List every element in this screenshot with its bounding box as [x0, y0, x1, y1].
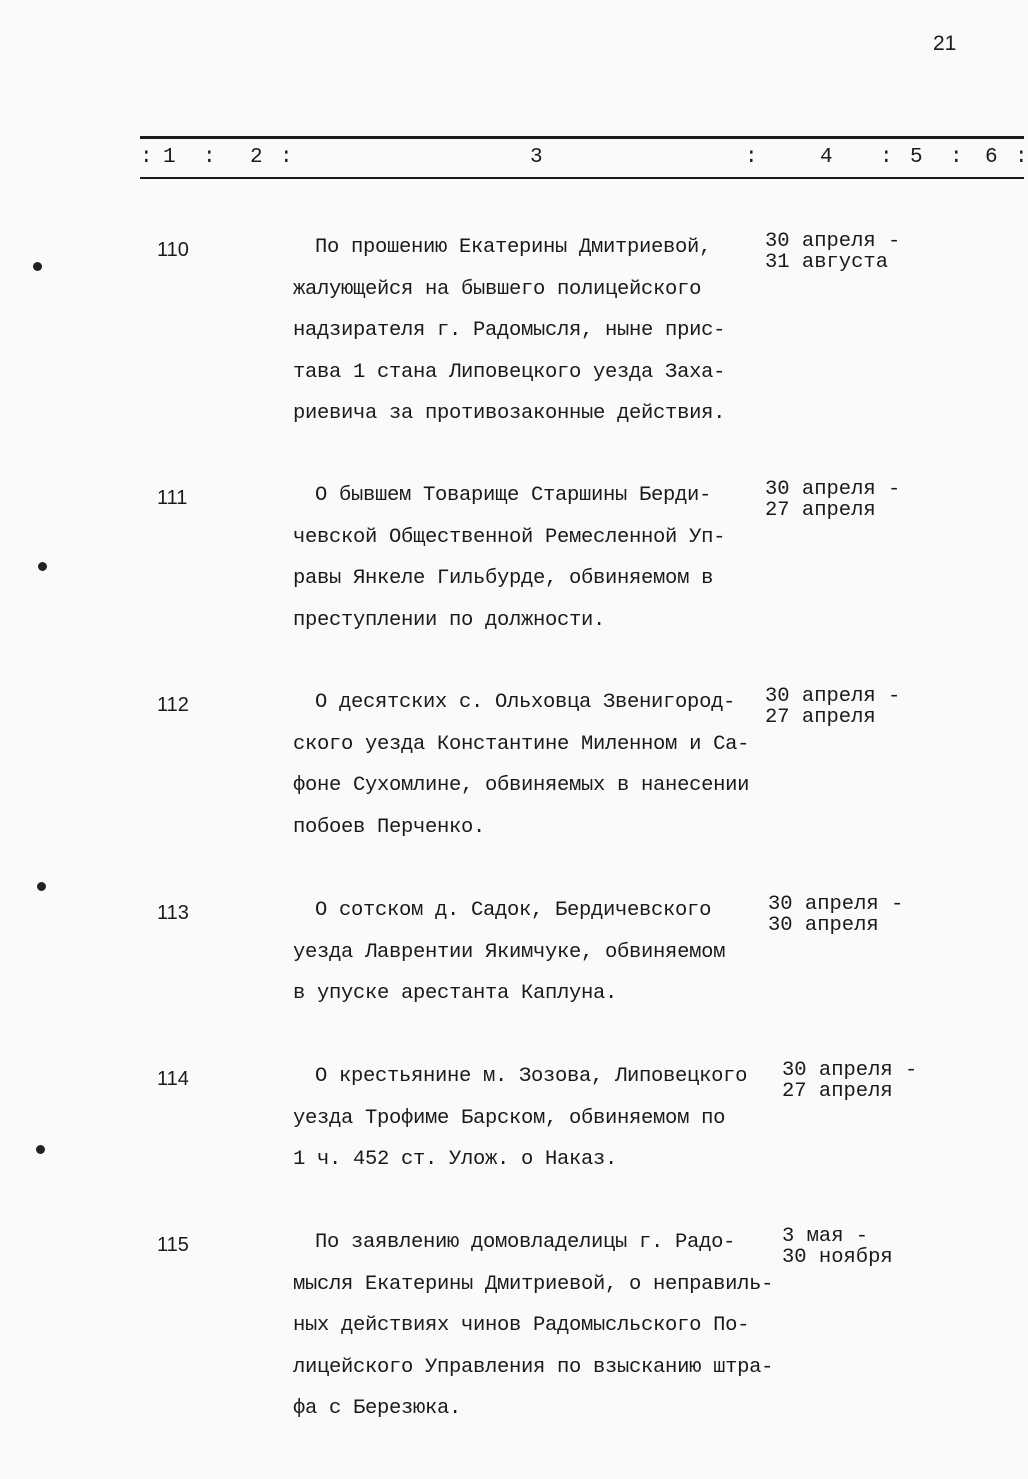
entry-description	[293, 682, 749, 848]
header-rule-top	[140, 136, 1024, 139]
description-line: чевской Общественной Ремесленной Уп-	[293, 525, 726, 549]
entry-description	[293, 227, 725, 435]
entry-description	[293, 1222, 773, 1430]
end-date: 27 апреля	[765, 706, 876, 729]
description-line: тава 1 стана Липовецкого уезда Заха-	[293, 360, 726, 384]
entry-dates	[765, 686, 900, 728]
entry-dates	[782, 1060, 917, 1102]
description-line: О сотском д. Садок, Бердичевского	[315, 899, 712, 922]
start-date: 30 апреля -	[765, 478, 901, 501]
entry-number: 113	[157, 902, 189, 924]
description-line: фоне Сухомлине, обвиняемых в нанесении	[293, 774, 750, 797]
description-line: преступлении по должности.	[293, 608, 606, 632]
binding-hole-mark	[38, 562, 47, 571]
start-date: 30 апреля -	[765, 685, 901, 708]
description-line: О бывшем Товарище Старшины Берди-	[315, 484, 712, 507]
entry-description	[293, 475, 725, 641]
description-line: лицейского Управления по взысканию штра-	[293, 1355, 774, 1379]
entry-number: 115	[157, 1234, 189, 1256]
description-line: жалующейся на бывшего полицейского	[293, 277, 702, 301]
column-header-5: 5	[910, 146, 923, 169]
start-date: 30 апреля -	[768, 893, 904, 916]
binding-hole-mark	[36, 1145, 45, 1154]
column-header-6: 6	[985, 146, 998, 169]
column-header-1: 1	[163, 146, 176, 169]
entry-description	[293, 1056, 747, 1181]
entry-dates	[768, 894, 903, 936]
description-line: 1 ч. 452 ст. Улож. о Наказ.	[293, 1148, 618, 1171]
binding-hole-mark	[33, 262, 42, 271]
column-header-4: 4	[820, 146, 833, 169]
description-line: О крестьянине м. Зозова, Липовецкого	[315, 1065, 748, 1088]
entry-number: 114	[157, 1068, 189, 1090]
end-date: 31 августа	[765, 251, 889, 274]
entry-number: 112	[157, 694, 189, 716]
column-separator: :	[1015, 146, 1028, 169]
column-header-3: 3	[530, 146, 543, 169]
column-separator: :	[880, 146, 893, 169]
description-line: уезда Трофиме Барском, обвиняемом по	[293, 1106, 726, 1130]
description-line: ского уезда Константине Миленном и Са-	[293, 732, 750, 756]
end-date: 27 апреля	[782, 1080, 893, 1103]
description-line: По заявлению домовладелицы г. Радо-	[315, 1231, 736, 1254]
description-line: уезда Лаврентии Якимчуке, обвиняемом	[293, 940, 726, 964]
column-header-2: 2	[250, 146, 263, 169]
entry-dates	[782, 1226, 893, 1268]
description-line: в упуске арестанта Каплуна.	[293, 982, 618, 1005]
binding-hole-mark	[37, 882, 46, 891]
end-date: 30 ноября	[782, 1246, 893, 1269]
column-separator: :	[140, 146, 153, 169]
description-line: мысля Екатерины Дмитриевой, о неправиль-	[293, 1272, 774, 1296]
entry-dates	[765, 479, 900, 521]
column-separator: :	[745, 146, 758, 169]
description-line: побоев Перченко.	[293, 815, 486, 839]
entry-description	[293, 890, 725, 1015]
description-line: надзирателя г. Радомысля, ныне прис-	[293, 319, 726, 342]
entry-dates	[765, 231, 900, 273]
start-date: 30 апреля -	[782, 1059, 918, 1082]
column-separator: :	[950, 146, 963, 169]
description-line: фа с Березюка.	[293, 1397, 462, 1420]
description-line: По прошению Екатерины Дмитриевой,	[315, 236, 712, 259]
entry-number: 111	[157, 487, 188, 509]
end-date: 27 апреля	[765, 499, 876, 522]
entry-number: 110	[157, 239, 189, 261]
start-date: 30 апреля -	[765, 230, 901, 253]
page-number: 21	[933, 32, 957, 55]
column-separator: :	[203, 146, 216, 169]
header-rule-bottom	[140, 177, 1024, 179]
end-date: 30 апреля	[768, 914, 879, 937]
description-line: ных действиях чинов Радомысльского По-	[293, 1314, 750, 1337]
description-line: риевича за противозаконные действия.	[293, 402, 726, 425]
description-line: равы Янкеле Гильбурде, обвиняемом в	[293, 567, 714, 590]
description-line: О десятских с. Ольховца Звенигород-	[315, 691, 736, 714]
start-date: 3 мая -	[782, 1225, 869, 1248]
column-separator: :	[280, 146, 293, 169]
